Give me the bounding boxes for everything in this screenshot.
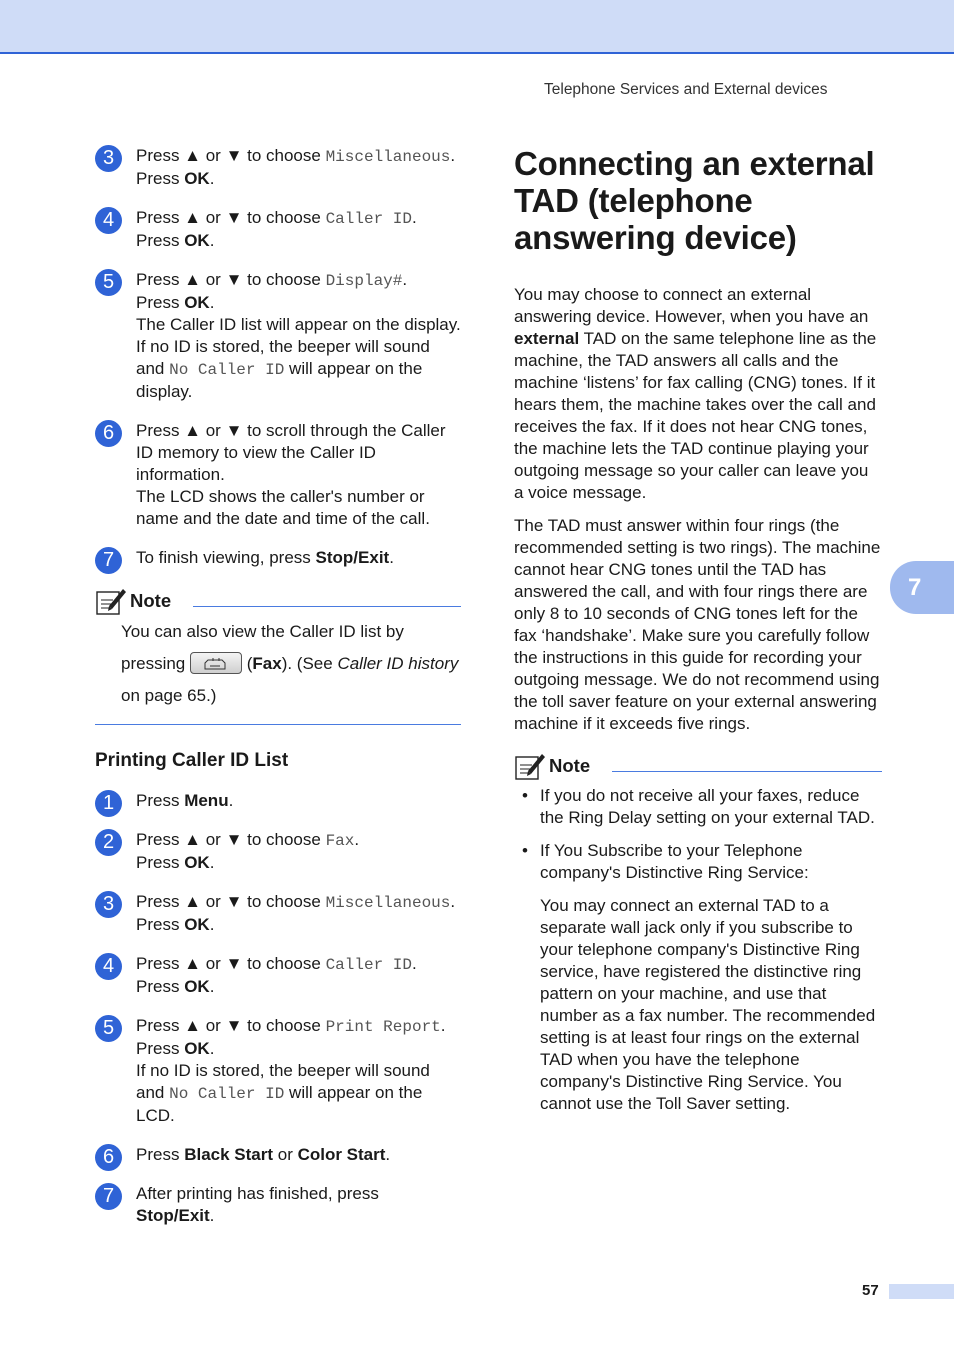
section-title: Connecting an external TAD (telephone answering device) [514,145,875,256]
step-3b: 3 Press ▲ or ▼ to choose Miscellaneous. Press OK. [95,891,461,936]
pen-note-icon [95,586,127,616]
step-number: 2 [95,829,122,856]
bullet-paragraph: You may connect an external TAD to a separate wall jack only if you subscribe to your telephone company's Distinctive Ring service, have registered the distinctive ring pattern on your machine, and use that number as a fax number. The recommended setting is at least four rings on the external TAD when you have the telephone company's Distinctive Ring Service. You cannot use the Toll Saver setting. [540,896,876,1113]
subheading: Printing Caller ID List [95,750,289,771]
note-body: You can also view the Caller ID list by pressing (Fax). (See Caller ID history on page 65.) [121,622,459,705]
note-bullets [514,785,882,1115]
step-number: 5 [95,269,122,296]
note-box-right [514,751,882,1115]
note-box-left [95,586,461,725]
step-number: 6 [95,420,122,447]
step-2b: 2 Press ▲ or ▼ to choose Fax. Press OK. [95,829,461,874]
step-7a: 7 To finish viewing, press Stop/Exit. [95,547,461,569]
step-5b: 5 Press ▲ or ▼ to choose Print Report. Press OK. If no ID is stored, the beeper will sound and No Caller ID will appear on the LCD. [95,1015,461,1127]
step-number: 3 [95,891,122,918]
step-6b: 6 Press Black Start or Color Start. [95,1144,461,1166]
step-6a: 6 Press ▲ or ▼ to scroll through the Caller ID memory to view the Caller ID information. The LCD shows the caller's number or name and the date and time of the call. [95,420,461,530]
running-head: Telephone Services and External devices [544,81,828,98]
note-title: Note [130,590,172,611]
step-number: 3 [95,145,122,172]
note-bottom-rule [95,724,461,725]
paragraph-1: You may choose to connect an external answering device. However, when you have an external TAD on the same telephone line as the machine, the TAD answers all calls and the machine ‘listens’ for fax calling (CNG) tones. If it hears them, the machine takes over the call and receives the fax. If it does not hear CNG tones, the machine lets the TAD continue playing your outgoing message so your caller can leave you a voice message. [514,285,877,502]
list-item: • If You Subscribe to your Telephone company's Distinctive Ring Service: You may connect an external TAD to a separate wall jack only if you subscribe to your telephone company's Distinctive Ring service, have registered the distinctive ring pattern on your machine, and use that number as a fax number. The recommended setting is at least four rings on the external TAD when you have the telephone company's Distinctive Ring Service. You cannot use the Toll Saver setting. [514,840,882,1115]
step-number: 4 [95,207,122,234]
step-7b: 7 After printing has finished, press Stop/Exit. [95,1183,461,1227]
chapter-tab: 7 [890,561,954,614]
step-number: 5 [95,1015,122,1042]
note-rule [193,606,461,607]
left-column [95,145,461,1244]
right-column [514,145,882,1126]
page-number: 57 [862,1282,879,1299]
step-1b: 1 Press Menu. [95,790,461,812]
note-rule [612,771,882,772]
step-number: 6 [95,1144,122,1171]
step-5a: 5 Press ▲ or ▼ to choose Display#. Press OK. The Caller ID list will appear on the display. If no ID is stored, the beeper will sound and No Caller ID will appear on the display. [95,269,461,403]
step-4b: 4 Press ▲ or ▼ to choose Caller ID. Press OK. [95,953,461,998]
step-number: 1 [95,790,122,817]
step-number: 7 [95,547,122,574]
step-number: 4 [95,953,122,980]
page-band [889,1284,954,1299]
step-number: 7 [95,1183,122,1210]
paragraph-2: The TAD must answer within four rings (the recommended setting is two rings). The machine cannot hear CNG tones until the TAD has answered the call, and with four rings there are only 8 to 10 seconds of CNG tones left for the fax ‘handshake’. Make sure you carefully follow the instructions in this guide for recording your outgoing message. We do not recommend using the toll saver feature on your external answering machine if it exceeds five rings. [514,516,881,733]
fax-button-icon [190,652,242,674]
top-band [0,0,954,54]
note-title: Note [549,755,591,776]
step-4a: 4 Press ▲ or ▼ to choose Caller ID. Press OK. [95,207,461,252]
step-3a: 3 Press ▲ or ▼ to choose Miscellaneous. Press OK. [95,145,461,190]
list-item: • If you do not receive all your faxes, reduce the Ring Delay setting on your external TAD. [522,786,875,827]
pen-note-icon [514,751,546,781]
